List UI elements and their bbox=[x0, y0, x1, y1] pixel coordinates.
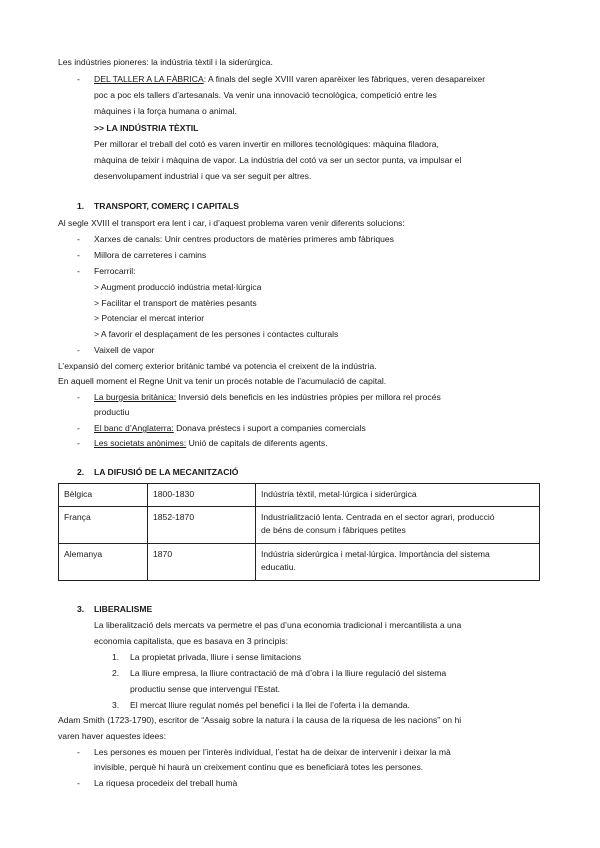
taller-line-2: poc a poc els tallers d’artesanals. Va venir una innovació tecnològica, competició entre les bbox=[94, 90, 437, 100]
burgesia-term: La burgesia britànica: bbox=[94, 392, 177, 402]
taller-title: DEL TALLER A LA FÀBRICA bbox=[94, 74, 204, 84]
description-cell bbox=[256, 484, 540, 507]
banc-term: El banc d’Anglaterra: bbox=[94, 423, 174, 433]
bullet-dash: - bbox=[77, 778, 80, 788]
ferrocarril-sub-item: > A favorir el desplaçament de les persones i contactes culturals bbox=[94, 329, 339, 339]
transport-item: Ferrocarril: bbox=[94, 266, 136, 276]
textil-heading: >> LA INDÚSTRIA TÈXTIL bbox=[94, 123, 199, 133]
liberalisme-paragraph-2: economia capitalista, que es basava en 3 principis: bbox=[94, 636, 288, 646]
principle-number: 1. bbox=[112, 652, 120, 662]
table-row bbox=[59, 484, 540, 507]
comerc-paragraph-2: En aquell moment el Regne Unit va tenir un procés notable de l’acumulació de capital. bbox=[58, 376, 387, 386]
bullet-dash: - bbox=[77, 74, 80, 84]
banc-line bbox=[94, 423, 366, 434]
section2-title: LA DIFUSIÓ DE LA MECANITZACIÓ bbox=[94, 467, 239, 477]
banc-text: Donava préstecs i suport a companies comercials bbox=[173, 423, 366, 433]
country-cell: Bèlgica bbox=[59, 484, 148, 507]
description-line: Indústria tèxtil, metal·lúrgica i siderúrgica bbox=[261, 489, 417, 499]
idea-line: invisible, perquè hi haurà un creixement continu que es beneficiarà totes les persones. bbox=[94, 762, 424, 772]
description-line: de béns de consum i fàbriques petites bbox=[261, 525, 406, 535]
country-cell: Alemanya bbox=[59, 544, 148, 581]
ferrocarril-sub-item: > Augment producció indústria metal·lúrgica bbox=[94, 282, 262, 292]
description-line: educatiu. bbox=[261, 562, 296, 572]
burgesia-line-1 bbox=[94, 392, 441, 403]
bullet-dash: - bbox=[77, 392, 80, 402]
years-cell: 1852-1870 bbox=[148, 507, 256, 544]
principle-text: La lliure empresa, la lliure contractació de mà d’obra i la lliure regulació del sistema bbox=[130, 668, 447, 678]
burgesia-line-2: productiu bbox=[94, 407, 130, 417]
principle-number: 2. bbox=[112, 668, 120, 678]
transport-item: Xarxes de canals: Unir centres productors de matèries primeres amb fàbriques bbox=[94, 234, 394, 244]
table-row bbox=[59, 507, 540, 544]
description-cell bbox=[256, 544, 540, 581]
smith-line-2: varen haver aquestes idees: bbox=[58, 731, 166, 741]
idea-line: Les persones es mouen per l’interès individual, l’estat ha de deixar de intervenir i deixar la mà bbox=[94, 747, 451, 757]
bullet-dash: - bbox=[77, 423, 80, 433]
taller-line-3: màquines i la força humana o animal. bbox=[94, 106, 237, 116]
smith-line-1: Adam Smith (1723-1790), escritor de “Assaig sobre la natura i la causa de la riquesa de les nacions” on hi bbox=[58, 715, 462, 725]
liberalisme-paragraph-1: La liberalització dels mercats va permetre el pas d’una economia tradicional i mercantilista a una bbox=[94, 620, 462, 630]
comerc-paragraph-1: L’expansió del comerç exterior britànic també va potencia el creixent de la indústria. bbox=[58, 361, 377, 371]
idea-line: La riquesa procedeix del treball humà bbox=[94, 778, 238, 788]
transport-item: Millora de carreteres i camins bbox=[94, 250, 207, 260]
section3-title: LIBERALISME bbox=[94, 604, 153, 614]
taller-line-1 bbox=[94, 74, 485, 85]
taller-text-1: : A finals del segle XVIII varen aparèixer les fàbriques, veren desapareixer bbox=[203, 74, 486, 84]
section1-intro: Al segle XVIII el transport era lent i car, i d’aquest problema varen venir diferents solucions: bbox=[58, 218, 405, 228]
years-cell: 1870 bbox=[148, 544, 256, 581]
table-row bbox=[59, 544, 540, 581]
textil-line-1: Per millorar el treball del cotó es varen invertir en millores tecnològiques: màquina filadora, bbox=[94, 139, 439, 149]
societats-line bbox=[94, 438, 328, 449]
description-cell bbox=[256, 507, 540, 544]
bullet-dash: - bbox=[77, 234, 80, 244]
societats-term: Les societats anònimes: bbox=[94, 438, 187, 448]
bullet-dash: - bbox=[77, 266, 80, 276]
bullet-dash: - bbox=[77, 345, 80, 355]
intro-line: Les indústries pioneres: la indústria tèxtil i la siderúrgica. bbox=[58, 57, 273, 67]
years-cell: 1800-1830 bbox=[148, 484, 256, 507]
principle-text: productiu sense que intervengui l’Estat. bbox=[130, 684, 281, 694]
description-line: Indústria siderúrgica i metal·lúrgica. Importància del sistema bbox=[261, 549, 490, 559]
description-line: Industrialització lenta. Centrada en el sector agrari, producció bbox=[261, 512, 495, 522]
ferrocarril-sub-item: > Facilitar el transport de matèries pesants bbox=[94, 298, 257, 308]
bullet-dash: - bbox=[77, 250, 80, 260]
bullet-dash: - bbox=[77, 438, 80, 448]
principle-text: La propietat privada, lliure i sense limitacions bbox=[130, 652, 302, 662]
ferrocarril-sub-item: > Potenciar el mercat interior bbox=[94, 313, 205, 323]
country-cell: França bbox=[59, 507, 148, 544]
societats-text: Unió de capitals de diferents agents. bbox=[186, 438, 328, 448]
burgesia-text: Inversió dels beneficis en les indústries pròpies per millora rel procés bbox=[176, 392, 441, 402]
section2-number: 2. bbox=[77, 467, 85, 477]
principle-number: 3. bbox=[112, 700, 120, 710]
bullet-dash: - bbox=[77, 747, 80, 757]
textil-line-3: desenvolupament industrial i que va ser seguit per altres. bbox=[94, 171, 312, 181]
principle-text: El mercat lliure regulat només pel benefici i la llei de l’oferta i la demanda. bbox=[130, 700, 410, 710]
textil-line-2: màquina de teixir i màquina de vapor. La indústria del cotó va ser un sector punta, va impulsar el bbox=[94, 155, 462, 165]
section3-number: 3. bbox=[77, 604, 85, 614]
section1-number: 1. bbox=[77, 201, 85, 211]
vaixell-item: Vaixell de vapor bbox=[94, 345, 155, 355]
difusio-table bbox=[58, 483, 540, 581]
section1-title: TRANSPORT, COMERÇ I CAPITALS bbox=[94, 201, 239, 211]
